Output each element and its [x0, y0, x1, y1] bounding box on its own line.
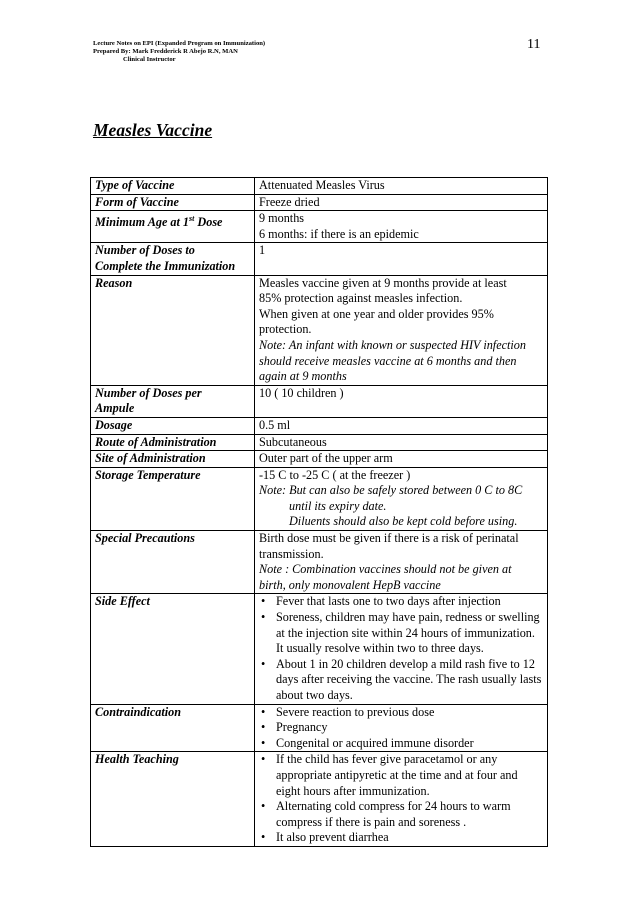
- value-line: -15 C to -25 C ( at the freezer ): [259, 467, 411, 482]
- row-label: Contraindication: [91, 704, 255, 752]
- table-row: [91, 211, 548, 243]
- bullet-list: [259, 594, 544, 703]
- row-label: Storage Temperature: [91, 467, 255, 530]
- list-item: • Soreness, children may have pain, redness or swelling at the injection site within 24 hours of immunization. It usually resolve within two to three days.: [276, 610, 544, 657]
- row-label: Reason: [91, 275, 255, 385]
- row-label: Special Precautions: [91, 531, 255, 594]
- table-row: [91, 467, 548, 530]
- row-label: [91, 243, 255, 275]
- list-item: • Fever that lasts one to two days after injection: [276, 594, 544, 610]
- note-line: again at 9 months: [259, 369, 347, 384]
- row-value: [255, 752, 548, 847]
- label-text: Dose: [194, 215, 223, 230]
- table-row: [91, 385, 548, 417]
- value-line: Measles vaccine given at 9 months provide at least: [259, 275, 507, 290]
- note-line: Note: An infant with known or suspected HIV infection: [259, 337, 526, 352]
- row-label: Site of Administration: [91, 451, 255, 468]
- note-line: should receive measles vaccine at 6 months and then: [259, 353, 517, 368]
- page-title: Measles Vaccine: [93, 120, 213, 140]
- vaccine-table: [90, 177, 548, 847]
- table-row: [91, 531, 548, 594]
- row-label: Dosage: [91, 417, 255, 434]
- row-value: Subcutaneous: [255, 434, 548, 451]
- bullet-list: [259, 705, 544, 752]
- page-number: 11: [527, 37, 541, 52]
- list-item: • About 1 in 20 children develop a mild rash five to 12 days after receiving the vaccine. The rash usually lasts about two days.: [276, 657, 544, 704]
- value-line: When given at one year and older provides 95%: [259, 306, 494, 321]
- header-line-3: Clinical Instructor: [123, 56, 176, 63]
- note-line: birth, only monovalent HepB vaccine: [259, 577, 441, 592]
- row-label: Side Effect: [91, 594, 255, 704]
- label-line: Number of Doses to: [95, 243, 195, 258]
- row-value: 0.5 ml: [255, 417, 548, 434]
- table-row: [91, 178, 548, 195]
- row-value: [255, 704, 548, 752]
- row-label: Form of Vaccine: [91, 194, 255, 211]
- label-text: Minimum Age at 1: [95, 215, 190, 230]
- table-row: [91, 194, 548, 211]
- list-item: • Alternating cold compress for 24 hours to warm compress if there is pain and soreness .: [276, 799, 544, 830]
- row-value: Outer part of the upper arm: [255, 451, 548, 468]
- table-row: [91, 451, 548, 468]
- list-item: • Pregnancy: [276, 720, 544, 736]
- row-value: [255, 275, 548, 385]
- value-line: 6 months: if there is an epidemic: [259, 226, 419, 241]
- list-item: • Severe reaction to previous dose: [276, 705, 544, 721]
- row-label: [91, 211, 255, 243]
- label-line: Number of Doses per: [95, 385, 202, 400]
- label-line: Complete the Immunization: [95, 258, 236, 273]
- row-label: [91, 385, 255, 417]
- label-superscript: st: [189, 214, 195, 224]
- note-line: Note : Combination vaccines should not be given at: [259, 562, 512, 577]
- row-value: Attenuated Measles Virus: [255, 178, 548, 195]
- bullet-list: [259, 752, 544, 846]
- row-label: Type of Vaccine: [91, 178, 255, 195]
- note-line: until its expiry date.: [289, 498, 387, 513]
- header-line-1: Lecture Notes on EPI (Expanded Program on Immunization): [93, 40, 266, 47]
- value-line: protection.: [259, 322, 312, 337]
- row-value: [255, 594, 548, 704]
- value-line: Birth dose must be given if there is a risk of perinatal: [259, 531, 519, 546]
- row-label: Route of Administration: [91, 434, 255, 451]
- document-header: [93, 40, 265, 64]
- value-line: transmission.: [259, 546, 324, 561]
- list-item: • It also prevent diarrhea: [276, 830, 544, 846]
- value-line: 85% protection against measles infection.: [259, 291, 463, 306]
- table-row: [91, 594, 548, 704]
- row-value: Freeze dried: [255, 194, 548, 211]
- row-value: [255, 211, 548, 243]
- value-line: 9 months: [259, 211, 305, 226]
- row-value: 10 ( 10 children ): [255, 385, 548, 417]
- table-row: [91, 434, 548, 451]
- table-row: [91, 704, 548, 752]
- table-row: [91, 752, 548, 847]
- row-value: 1: [255, 243, 548, 275]
- header-line-2: Prepared By: Mark Fredderick R Abejo R.N, MAN: [93, 48, 238, 55]
- label-line: Ampule: [95, 401, 135, 416]
- row-value: [255, 531, 548, 594]
- list-item: • If the child has fever give paracetamol or any appropriate antipyretic at the time and at four and eight hours after immunization.: [276, 752, 544, 799]
- row-label: Health Teaching: [91, 752, 255, 847]
- table-row: [91, 275, 548, 385]
- table-row: [91, 243, 548, 275]
- table-row: [91, 417, 548, 434]
- row-value: [255, 467, 548, 530]
- note-line: Note: But can also be safely stored between 0 C to 8C: [259, 483, 523, 498]
- list-item: • Congenital or acquired immune disorder: [276, 736, 544, 752]
- note-line: Diluents should also be kept cold before using.: [289, 514, 518, 529]
